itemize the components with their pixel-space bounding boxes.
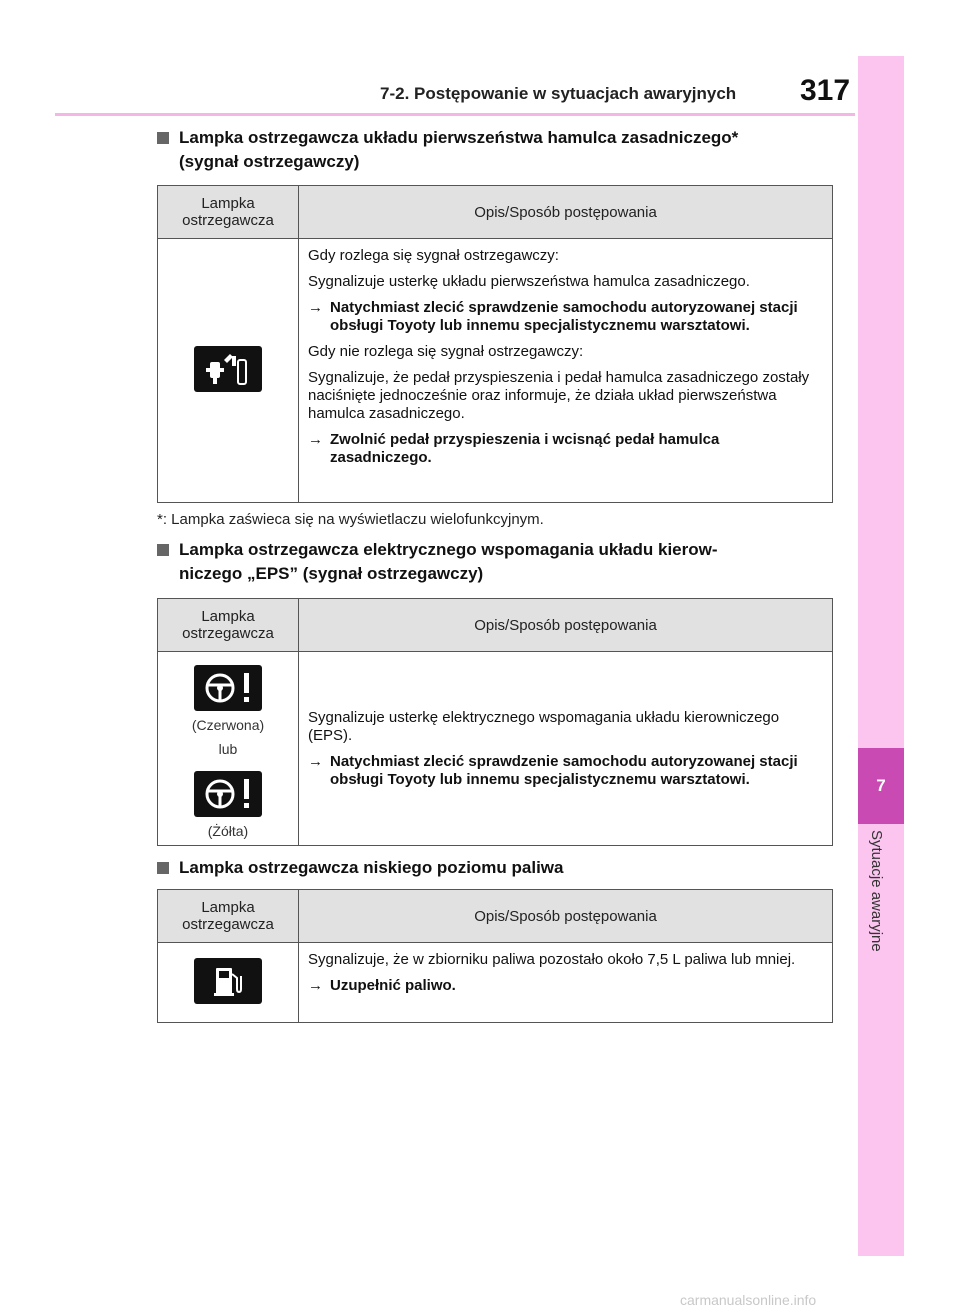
col-header-desc: Opis/Sposób postępowania — [299, 186, 833, 239]
brake-override-icon — [194, 346, 262, 392]
eps-table — [157, 598, 833, 846]
section-title-eps: Lampka ostrzegawcza elektrycznego wspomagania układu kierow- niczego „EPS” (sygnał ostrzegawczy) — [157, 538, 847, 586]
description-cell: Sygnalizuje usterkę elektrycznego wspomagania układu kierowniczego (EPS). → Natychmiast zlecić sprawdzenie samochodu autoryzowanej stacji obsługi Toyoty lub innemu specjalistycznemu warsztatowi. — [299, 652, 833, 846]
description-cell: Sygnalizuje, że w zbiorniku paliwa pozostało około 7,5 L paliwa lub mniej. → Uzupełnić paliwo. — [299, 943, 833, 1023]
watermark: carmanualsonline.info — [680, 1292, 817, 1308]
page-number: 317 — [800, 74, 851, 107]
fuel-table — [157, 889, 833, 1023]
square-bullet-icon — [157, 544, 169, 556]
lamp-cell — [158, 652, 299, 846]
running-header: 7-2. Postępowanie w sytuacjach awaryjnych — [380, 84, 737, 103]
steering-wheel-warning-icon-red — [194, 665, 262, 711]
section-title-fuel: Lampka ostrzegawcza niskiego poziomu paliwa — [157, 856, 847, 880]
square-bullet-icon — [157, 132, 169, 144]
chapter-number: 7 — [858, 748, 904, 824]
col-header-lamp: Lampka ostrzegawcza — [158, 186, 299, 239]
lamp-cell — [158, 239, 299, 503]
chapter-side-tab — [858, 56, 904, 1256]
description-cell: Gdy rozlega się sygnał ostrzegawczy: Sygnalizuje usterkę układu pierwszeństwa hamulca zasadniczego. → Natychmiast zlecić sprawdzenie samochodu autoryzowanej stacji obsługi Toyoty lub innemu specjalistycznemu warsztatowi. Gdy nie rozlega się sygnał ostrzegawczy: Sygnalizuje, że pedał przyspieszenia i pedał hamulca zasadniczego zostały naciśnięte jednocześnie oraz informuje, że działa układ pierwszeństwa hamulca zasadniczego. → Zwolnić pedał przyspieszenia i wcisnąć pedał hamulca zasadniczego. — [299, 239, 833, 503]
steering-wheel-warning-icon-yellow — [194, 771, 262, 817]
action-step: → Uzupełnić paliwo. — [308, 977, 456, 994]
fuel-pump-icon — [194, 958, 262, 1004]
col-header-lamp: Lampka ostrzegawcza — [158, 599, 299, 652]
footnote: *: Lampka zaświeca się na wyświetlaczu wielofunkcyjnym. — [157, 511, 544, 528]
square-bullet-icon — [157, 862, 169, 874]
or-text: lub — [218, 740, 238, 757]
col-header-desc: Opis/Sposób postępowania — [299, 599, 833, 652]
action-step: → Natychmiast zlecić sprawdzenie samochodu autoryzowanej stacji obsługi Toyoty lub innemu specjalistycznemu warsztatowi. — [308, 752, 798, 788]
caption-yellow: (Żółta) — [207, 822, 249, 839]
caption-red: (Czerwona) — [191, 716, 265, 733]
lamp-cell — [158, 943, 299, 1023]
col-header-lamp: Lampka ostrzegawcza — [158, 890, 299, 943]
header-divider — [55, 113, 855, 116]
col-header-desc: Opis/Sposób postępowania — [299, 890, 833, 943]
action-step: → Natychmiast zlecić sprawdzenie samochodu autoryzowanej stacji obsługi Toyoty lub innemu specjalistycznemu warsztatowi. — [308, 299, 798, 334]
chapter-title: Sytuacje awaryjne — [868, 830, 885, 952]
action-step: → Zwolnić pedał przyspieszenia i wcisnąć pedał hamulca zasadniczego. — [308, 431, 720, 466]
section-title-brake-override: Lampka ostrzegawcza układu pierwszeństwa hamulca zasadniczego* (sygnał ostrzegawczy) — [157, 126, 847, 174]
brake-override-table — [157, 185, 833, 503]
